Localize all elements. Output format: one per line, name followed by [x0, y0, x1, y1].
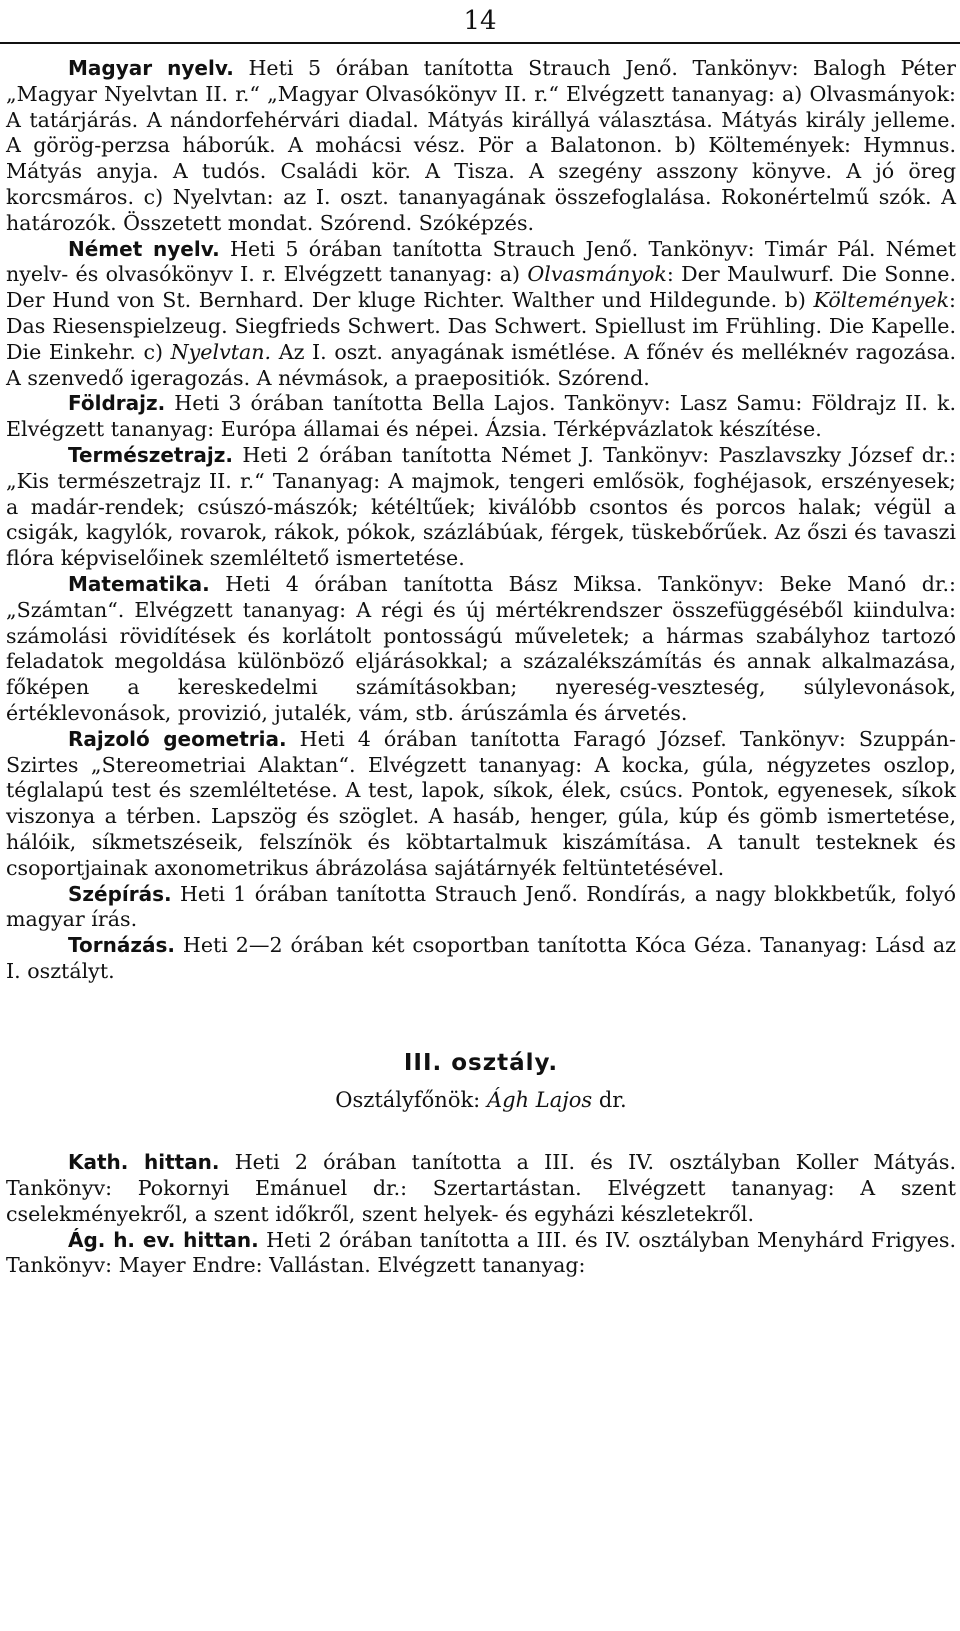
subsection-label: Olvasmányok — [527, 262, 667, 287]
subject-text: Heti 4 órában tanította Faragó József. Tankönyv: Szuppán-Szirtes „Stereometriai Alaktan“. Elvégzett tananyag: A kocka, gúla, négyzetes oszlop, téglalapú test és szemléltetése. A test, lapok, síkok, élek, csúcs. Pontok, egyenesek, síkok viszonya a térben. Lapszög és szöglet. A hasáb, henger, gúla, kúp és gömb ismertetése, hálóik, síkmetszéseik, felszínök és köbtartalmuk kiszámítása. A tanult testeknek és csoportjainak axonometrikus ábrázolása sajátárnyék feltüntetésével. — [6, 726, 957, 880]
subsection-label: Nyelvtan. — [170, 339, 272, 364]
subject-text: Heti 3 órában tanította Bella Lajos. Tankönyv: Lasz Samu: Földrajz II. k. Elvégzett tananyag: Európa államai és népei. Ázsia. Térképvázlatok készítése. — [6, 391, 957, 442]
subject-title: Rajzoló geometria. — [68, 726, 287, 751]
subject-title: Tornázás. — [68, 933, 175, 958]
subject-text: Heti 2 órában tanította a III. és IV. osztályban Koller Mátyás. Tankönyv: Pokornyi Emánuel dr.: Szertartástan. Elvégzett tananyag: A szent cselekményekről, a szent időkről, szent helyek- és egyházi készletekről. — [6, 1150, 957, 1226]
form-master-suffix: dr. — [598, 1088, 627, 1113]
header-rule — [0, 42, 960, 44]
subject-paragraph — [6, 727, 956, 882]
subject-paragraph — [6, 443, 956, 572]
subject-text: Heti 5 órában tanította Strauch Jenő. Tankönyv: Timár Pál. Német nyelv- és olvasókönyv I. r. Elvégzett tananyag: a) — [6, 236, 956, 287]
subject-title: Földrajz. — [68, 391, 166, 416]
subject-list — [6, 56, 956, 985]
subject-paragraph — [6, 1150, 956, 1227]
form-master-line — [6, 1088, 956, 1114]
subject-text: Heti 4 órában tanította Bász Miksa. Tankönyv: Beke Manó dr.: „Számtan“. Elvégzett tananyag: A régi és új mértékrendszer összefüggéséből kiindulva: számolási rövidítések és korlátolt pontosságú műveletek; a hármas szabályhoz tartozó feladatok megoldása különböző eljárásokkal; a százalékszámítás és annak alkalmazása, főképen a kereskedelmi számításokban; nyereség-veszteség, súlylevonások, értéklevonások, provizió, jutalék, vám, stb. árúszámla és árvetés. — [6, 571, 957, 725]
subject-text: Heti 2—2 órában két csoportban tanította Kóca Géza. Tananyag: Lásd az I. osztályt. — [6, 933, 956, 983]
subject-text: : Das Riesenspielzeug. Siegfrieds Schwert. Das Schwert. Spiellust im Frühling. Die Kapelle. Die Einkehr. c) — [6, 288, 956, 364]
page-number: 14 — [463, 6, 497, 36]
subject-text: Heti 2 órában tanította a III. és IV. osztályban Menyhárd Frigyes. Tankönyv: Mayer Endre: Vallástan. Elvégzett tananyag: — [6, 1227, 957, 1278]
subject-text: Heti 1 órában tanította Strauch Jenő. Rondírás, a nagy blokkbetűk, folyó magyar írás. — [6, 881, 957, 932]
form-master-name: Ágh Lajos — [486, 1088, 593, 1113]
subject-title: Ág. h. ev. hittan. — [68, 1227, 259, 1252]
subject-title: Természetrajz. — [68, 442, 233, 467]
page-body — [6, 56, 956, 1279]
subject-text: Az I. oszt. anyagának ismétlése. A főnév és melléknév ragozása. A szenvedő igeragozás. A névmások, a praepositiók. Szórend. — [6, 339, 956, 390]
subsection-label: Költemények — [813, 288, 950, 313]
subject-paragraph — [6, 572, 956, 727]
subject-title: Német nyelv. — [68, 236, 220, 261]
section-title: III. osztály. — [403, 1049, 559, 1076]
subject-text: Heti 5 órában tanította Strauch Jenő. Tankönyv: Balogh Péter „Magyar Nyelvtan II. r.“ „Magyar Olvasókönyv II. r.“ Elvégzett tananyag: a) Olvasmányok: A tatárjárás. A nándorfehérvári diadal. Mátyás királlyá választása. Mátyás király jelleme. A görög-perzsa háborúk. A mohácsi vész. Pör a Balatonon. b) Költemények: Hymnus. Mátyás anyja. A tudós. Családi kör. A Tisza. A szegény asszony könyve. A jó öreg korcsmáros. c) Nyelvtan: az I. oszt. tananyagának összefoglalása. Rokonértelmű szók. A határozók. Összetett mondat. Szórend. Szóképzés. — [6, 56, 956, 235]
subject-paragraph — [6, 237, 956, 392]
subject-list-2 — [6, 1150, 956, 1279]
subject-paragraph — [6, 391, 956, 443]
subject-title: Matematika. — [68, 571, 210, 596]
subject-paragraph — [6, 56, 956, 237]
subject-paragraph — [6, 1228, 956, 1280]
subject-title: Kath. hittan. — [68, 1150, 220, 1175]
subject-title: Szépírás. — [68, 881, 172, 906]
subject-title: Magyar nyelv. — [68, 56, 234, 80]
form-master-label: Osztályfőnök: — [335, 1088, 481, 1113]
subject-text: : Der Maulwurf. Die Sonne. Der Hund von St. Bernhard. Der kluge Richter. Walther und Hildegunde. b) — [6, 262, 956, 313]
subject-paragraph — [6, 933, 956, 985]
subject-paragraph — [6, 882, 956, 934]
subject-text: Heti 2 órában tanította Német J. Tankönyv: Paszlavszky József dr.: „Kis természetrajz II. r.“ Tananyag: A majmok, tengeri emlősök, foghéjasok, erszényesek; a madár-rendek; csúszó-mászók; kétéltűek; kiválóbb csontos és porcos halak; végül a csigák, kagylók, rovarok, rákok, pókok, százlábúak, férgek, tüskebőrűek. Az őszi és tavaszi flóra képviselőinek szemléltető ismertetése. — [6, 442, 957, 571]
